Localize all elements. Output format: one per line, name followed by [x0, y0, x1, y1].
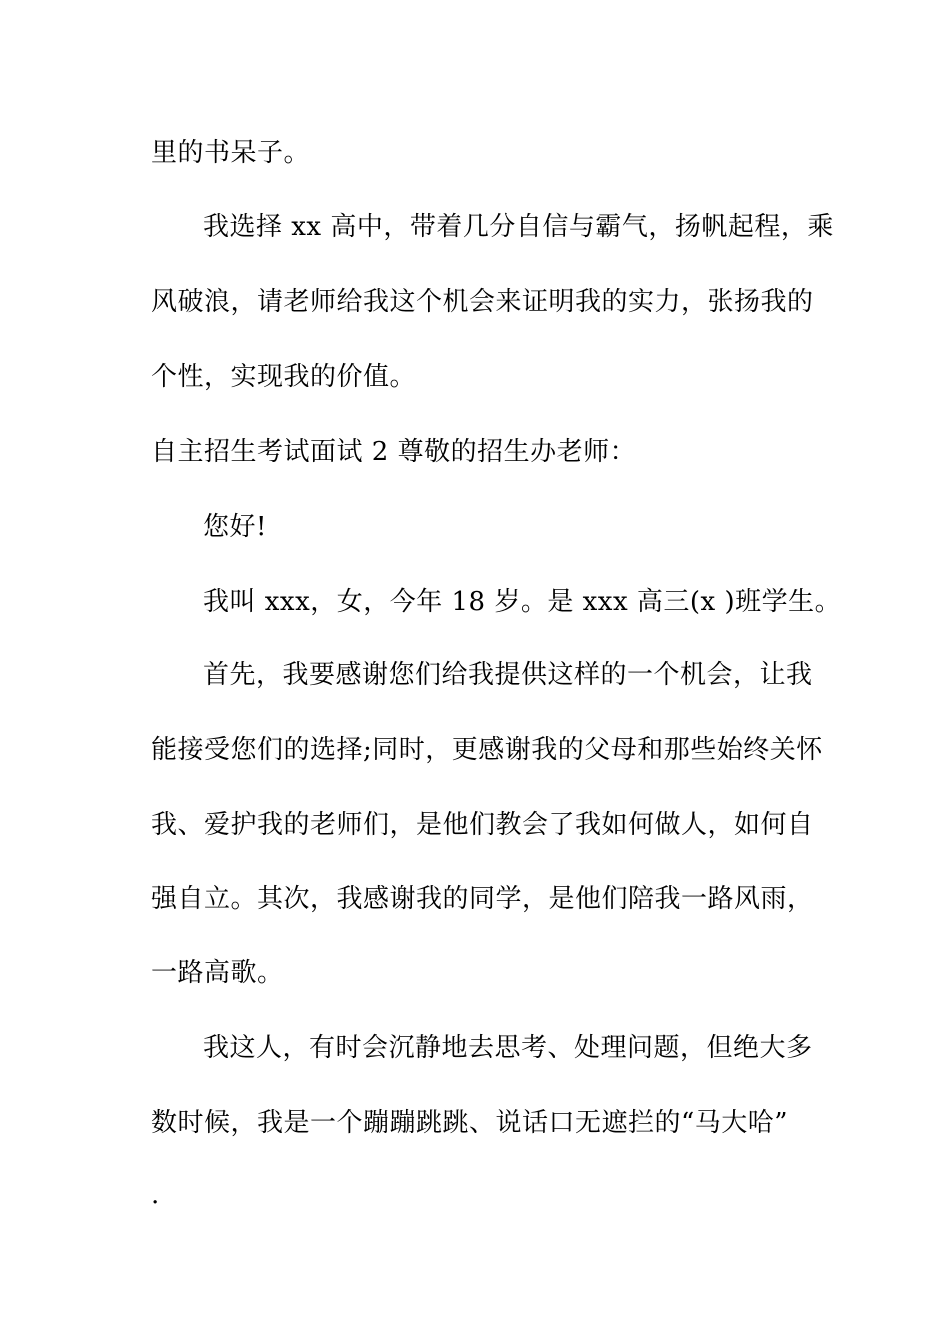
- text-line: 我、爱护我的老师们，是他们教会了我如何做人，如何自: [151, 810, 814, 840]
- text-line: 数时候，我是一个蹦蹦跳跳、说话口无遮拦的“马大哈”: [151, 1108, 789, 1138]
- text-line: 我这人，有时会沉静地去思考、处理问题，但绝大多: [203, 1033, 813, 1063]
- text-line: 个性，实现我的价值。: [151, 362, 417, 392]
- section-heading: 自主招生考试面试 2 尊敬的招生办老师：: [151, 437, 637, 467]
- text-line: .: [151, 1180, 160, 1210]
- text-line: 我选择 xx 高中，带着几分自信与霸气，扬帆起程，乘: [203, 212, 834, 242]
- text-line: 风破浪，请老师给我这个机会来证明我的实力，张扬我的: [151, 287, 814, 317]
- text-line: 我叫 xxx，女，今年 18 岁。是 xxx 高三(x )班学生。: [203, 587, 842, 617]
- text-line: 首先，我要感谢您们给我提供这样的一个机会，让我: [203, 660, 813, 690]
- greeting-line: 您好!: [203, 512, 267, 542]
- text-line: 强自立。其次，我感谢我的同学，是他们陪我一路风雨，: [151, 884, 814, 914]
- text-line: 里的书呆子。: [151, 138, 311, 168]
- text-line: 能接受您们的选择;同时，更感谢我的父母和那些始终关怀: [151, 735, 823, 765]
- text-line: 一路高歌。: [151, 958, 284, 988]
